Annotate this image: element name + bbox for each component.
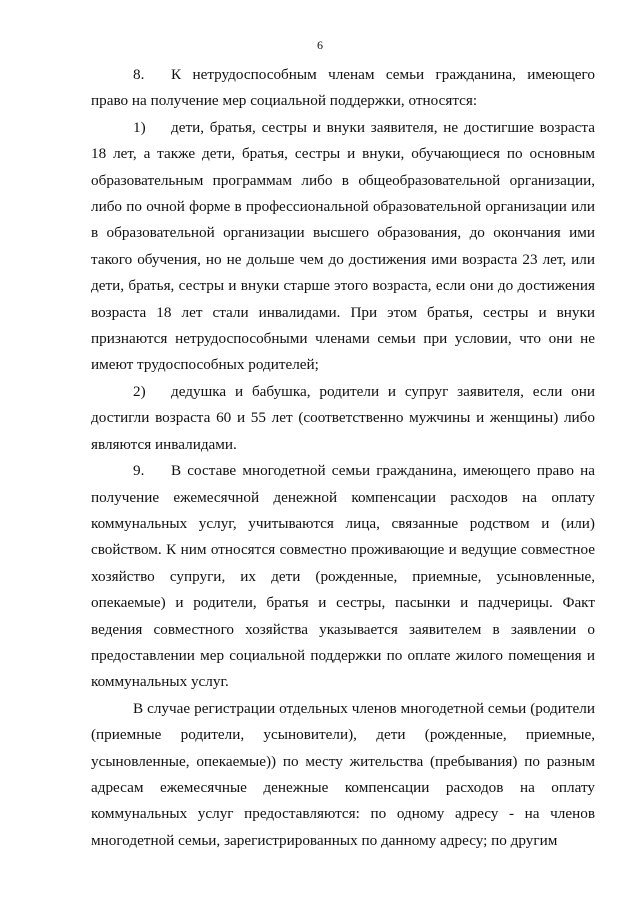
paragraph-number: 9.: [133, 462, 145, 480]
paragraph-text: дети, братья, сестры и внуки заявителя, не достигшие возраста 18 лет, а также дети, братья, сестры и внуки, обучающиеся по основным образовательным программам либо в общеобразовательной организации, либо по очной форме в профессиональной образовательной организации или в образовательной организации высшего образования, до окончания ими такого обучения, но не дольше чем до достижения ими возраста 23 лет, или дети, братья, сестры и внуки старше этого возраста, если они до достижения возраста 18 лет стали инвалидами. При этом братья, сестры и внуки признаются нетрудоспособными членами семьи при условии, что они не имеют трудоспособных родителей;: [91, 118, 595, 374]
paragraph-text: К нетрудоспособным членам семьи гражданина, имеющего право на получение мер социальной поддержки, относятся:: [91, 66, 595, 110]
paragraph-text: дедушка и бабушка, родители и супруг заявителя, если они достигли возраста 60 и 55 лет (соответственно мужчины и женщины) либо являются инвалидами.: [91, 382, 595, 453]
paragraph-9-continued: [91, 696, 595, 854]
paragraph-text: В случае регистрации отдельных членов многодетной семьи (родители (приемные родители, усыновители), дети (рожденные, приемные, усыновленные, опекаемые)) по месту жительства (пребывания) по разным адресам ежемесячные денежные компенсации расходов на оплату коммунальных услуг предоставляются: по одному адресу - на членов многодетной семьи, зарегистрированных по данному адресу; по другим: [91, 699, 595, 849]
document-body: [91, 62, 595, 854]
paragraph-8-item-1: [91, 115, 595, 379]
paragraph-8-item-2: [91, 379, 595, 458]
page-number: 6: [317, 38, 323, 52]
paragraph-8: [91, 62, 595, 115]
paragraph-number: 8.: [133, 66, 145, 83]
paragraph-number: 2): [133, 382, 146, 400]
paragraph-9: [91, 458, 595, 696]
paragraph-number: 1): [133, 118, 146, 136]
paragraph-text: В составе многодетной семьи гражданина, имеющего право на получение ежемесячной денежной компенсации расходов на оплату коммунальных услуг, учитываются лица, связанные родством и (или) свойством. К ним относятся совместно проживающие и ведущие совместное хозяйство супруги, их дети (рожденные, приемные, усыновленные, опекаемые) и родители, братья и сестры, пасынки и падчерицы. Факт ведения совместного хозяйства указывается заявителем в заявлении о предоставлении мер социальной поддержки по оплате жилого помещения и коммунальных услуг.: [91, 462, 595, 691]
